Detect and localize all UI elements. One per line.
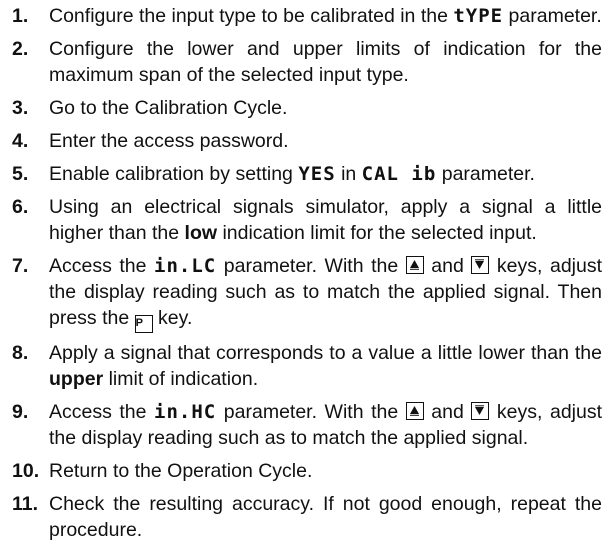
step-1 xyxy=(12,3,602,29)
step-number: 5. xyxy=(12,163,29,185)
step-number: 1. xyxy=(12,5,29,27)
down-arrow-key-icon xyxy=(471,256,489,274)
step-number: 4. xyxy=(12,130,29,152)
step-number: 7. xyxy=(12,255,29,277)
p-key-icon: P xyxy=(135,315,153,333)
down-arrow-key-icon xyxy=(471,402,489,420)
in-lc-parameter-display: in.LC xyxy=(154,255,217,277)
type-parameter-display: tYPE xyxy=(453,5,504,27)
step-number: 8. xyxy=(12,342,29,364)
step-2 xyxy=(12,36,602,88)
calib-parameter-display: CAL ib xyxy=(361,163,437,185)
step-text: Using an electrical signals simulator, apply a signal a little higher than the low indication limit for the selected input. xyxy=(49,196,602,244)
step-number: 11. xyxy=(12,493,39,515)
step-6 xyxy=(12,194,602,246)
step-text: Return to the Operation Cycle. xyxy=(49,460,313,482)
step-8 xyxy=(12,340,602,392)
step-number: 3. xyxy=(12,97,29,119)
up-arrow-key-icon xyxy=(406,256,424,274)
step-11 xyxy=(12,491,602,543)
emphasis-upper: upper xyxy=(49,368,104,390)
yes-display: YES xyxy=(298,163,336,185)
step-number: 6. xyxy=(12,196,29,218)
step-4 xyxy=(12,128,602,154)
step-text: Go to the Calibration Cycle. xyxy=(49,97,288,119)
step-10 xyxy=(12,458,602,484)
step-number: 10. xyxy=(12,460,40,482)
step-9 xyxy=(12,399,602,451)
step-number: 9. xyxy=(12,401,29,423)
step-text: Access the in.LC parameter. With the and keys, adjust the display reading such as to match the applied signal. Then press the P key. xyxy=(49,253,602,333)
step-text: Configure the lower and upper limits of indication for the maximum span of the selected input type. xyxy=(49,38,602,86)
step-text: Enable calibration by setting YES in CAL ib parameter. xyxy=(49,163,535,185)
emphasis-low: low xyxy=(184,222,218,244)
in-hc-parameter-display: in.HC xyxy=(154,401,217,423)
step-7 xyxy=(12,253,602,333)
step-text: Access the in.HC parameter. With the and keys, adjust the display reading such as to match the applied signal. xyxy=(49,401,603,449)
step-5 xyxy=(12,161,602,187)
step-number: 2. xyxy=(12,38,29,60)
step-3 xyxy=(12,95,602,121)
step-text: Apply a signal that corresponds to a value a little lower than the upper limit of indication. xyxy=(49,342,602,390)
up-arrow-key-icon xyxy=(406,402,424,420)
step-text: Enter the access password. xyxy=(49,130,289,152)
step-text: Check the resulting accuracy. If not good enough, repeat the procedure. xyxy=(49,493,602,541)
step-text: Configure the input type to be calibrated in the tYPE parameter. xyxy=(49,5,602,27)
